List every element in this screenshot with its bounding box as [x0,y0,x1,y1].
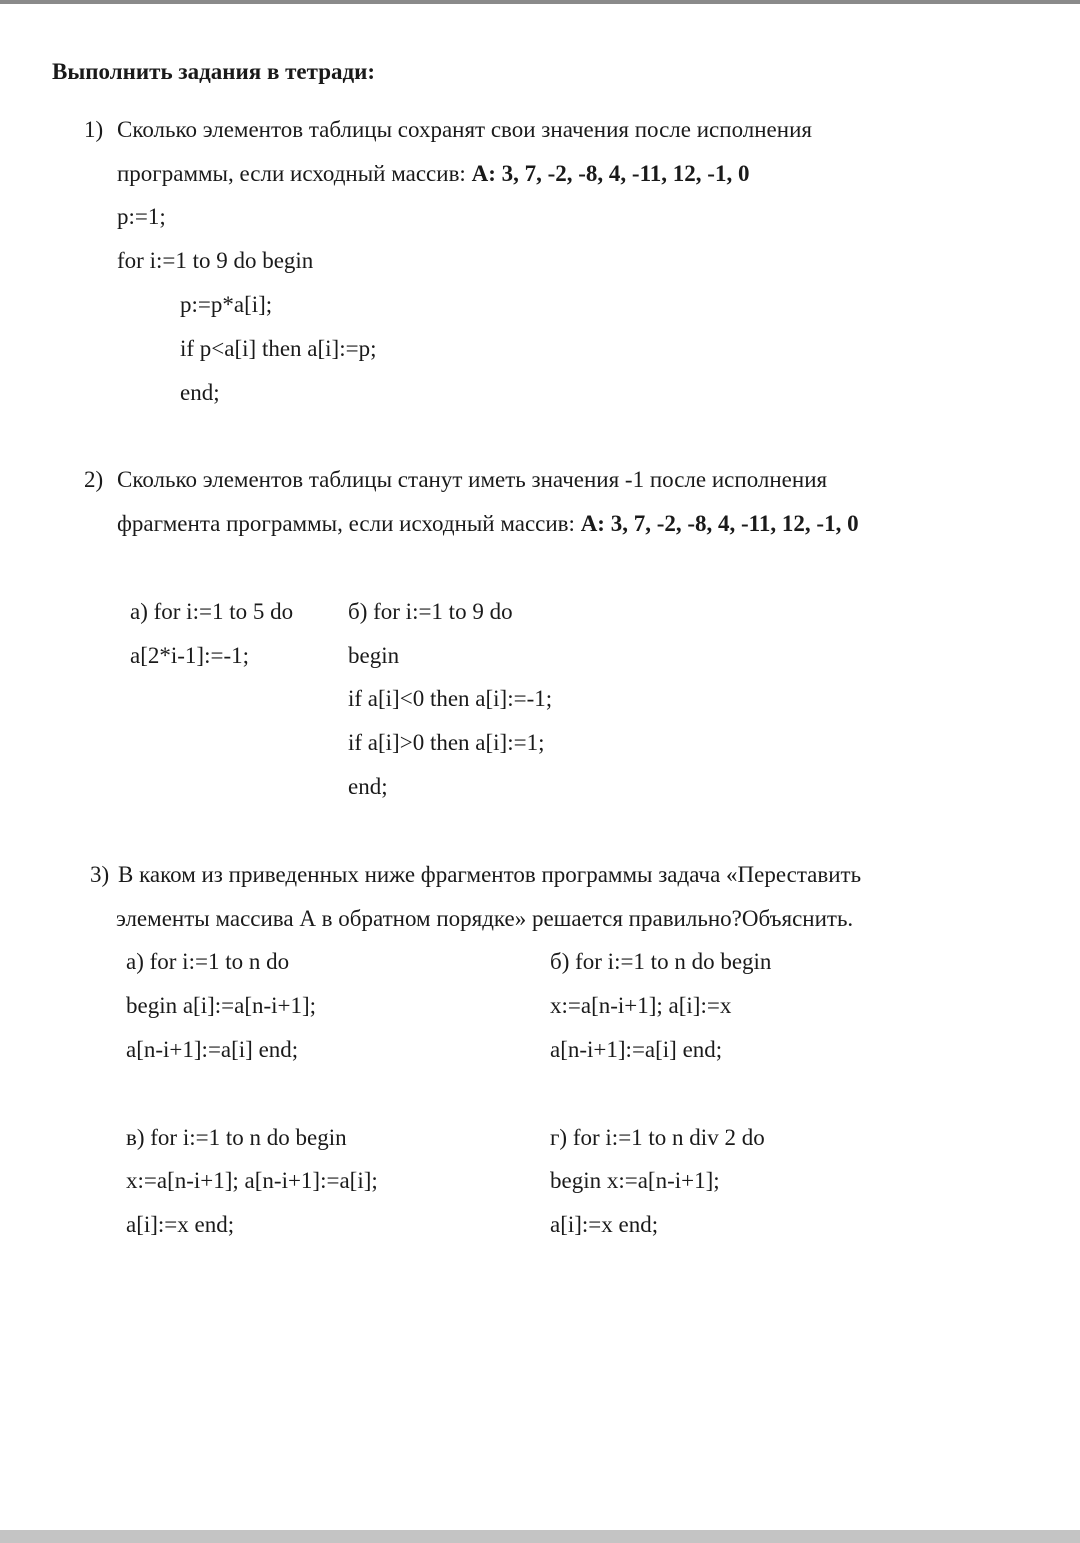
task1-line1: Сколько элементов таблицы сохранят свои значения после исполнения [117,117,812,142]
task3-line1: В каком из приведенных ниже фрагментов программы задача «Переставить [118,862,862,887]
task2-number: 2) [84,467,104,492]
task2-variant-a-line: a[2*i-1]:=-1; [130,643,249,668]
task3-variant-g-line: a[i]:=x end; [550,1212,659,1237]
task3-line2: элементы массива А в обратном порядке» решается правильно?Объяснить. [116,906,854,931]
bottom-bar [0,1530,1080,1543]
task3-variant-v-line: x:=a[n-i+1]; a[n-i+1]:=a[i]; [126,1168,378,1193]
task3-variant-a-line: begin a[i]:=a[n-i+1]; [126,993,317,1018]
task2-line2 [117,510,859,538]
task1-code-line: end; [180,380,220,405]
task1-code-line: if p<a[i] then a[i]:=p; [180,336,377,361]
task2-array: А: 3, 7, -2, -8, 4, -11, 12, -1, 0 [580,511,859,536]
task1-code-line: p:=1; [117,204,166,229]
task3-variant-b-line: б) for i:=1 to n do begin [550,949,772,974]
task3-variant-b-line: x:=a[n-i+1]; a[i]:=x [550,993,732,1018]
page-heading: Выполнить задания в тетради: [52,59,376,84]
task2-line1: Сколько элементов таблицы станут иметь значения -1 после исполнения [117,467,828,492]
task2-variant-b-line: if a[i]>0 then a[i]:=1; [348,730,545,755]
task3-variant-a-line: a[n-i+1]:=a[i] end; [126,1037,299,1062]
task2-variant-a-line: а) for i:=1 to 5 do [130,599,294,624]
task1-code-line: p:=p*a[i]; [180,292,273,317]
task1-number: 1) [84,117,104,142]
task2-variant-b-line: б) for i:=1 to 9 do [348,599,513,624]
task1-line2 [117,160,749,188]
task3-variant-g-line: г) for i:=1 to n div 2 do [550,1125,765,1150]
task3-variant-g-line: begin x:=a[n-i+1]; [550,1168,720,1193]
task2-line2-text: фрагмента программы, если исходный массив: [117,511,581,536]
task2-variant-b-line: end; [348,774,388,799]
task2-variant-b-line: if a[i]<0 then a[i]:=-1; [348,686,553,711]
task1-line2-text: программы, если исходный массив: [117,161,472,186]
task1-code-line: for i:=1 to 9 do begin [117,248,314,273]
task3-variant-b-line: a[n-i+1]:=a[i] end; [550,1037,723,1062]
task3-variant-v-line: в) for i:=1 to n do begin [126,1125,347,1150]
task3-variant-a-line: а) for i:=1 to n do [126,949,290,974]
top-rule [0,0,1080,4]
task1-array: А: 3, 7, -2, -8, 4, -11, 12, -1, 0 [471,161,750,186]
task2-variant-b-line: begin [348,643,400,668]
task3-number: 3) [90,862,110,887]
task3-variant-v-line: a[i]:=x end; [126,1212,235,1237]
